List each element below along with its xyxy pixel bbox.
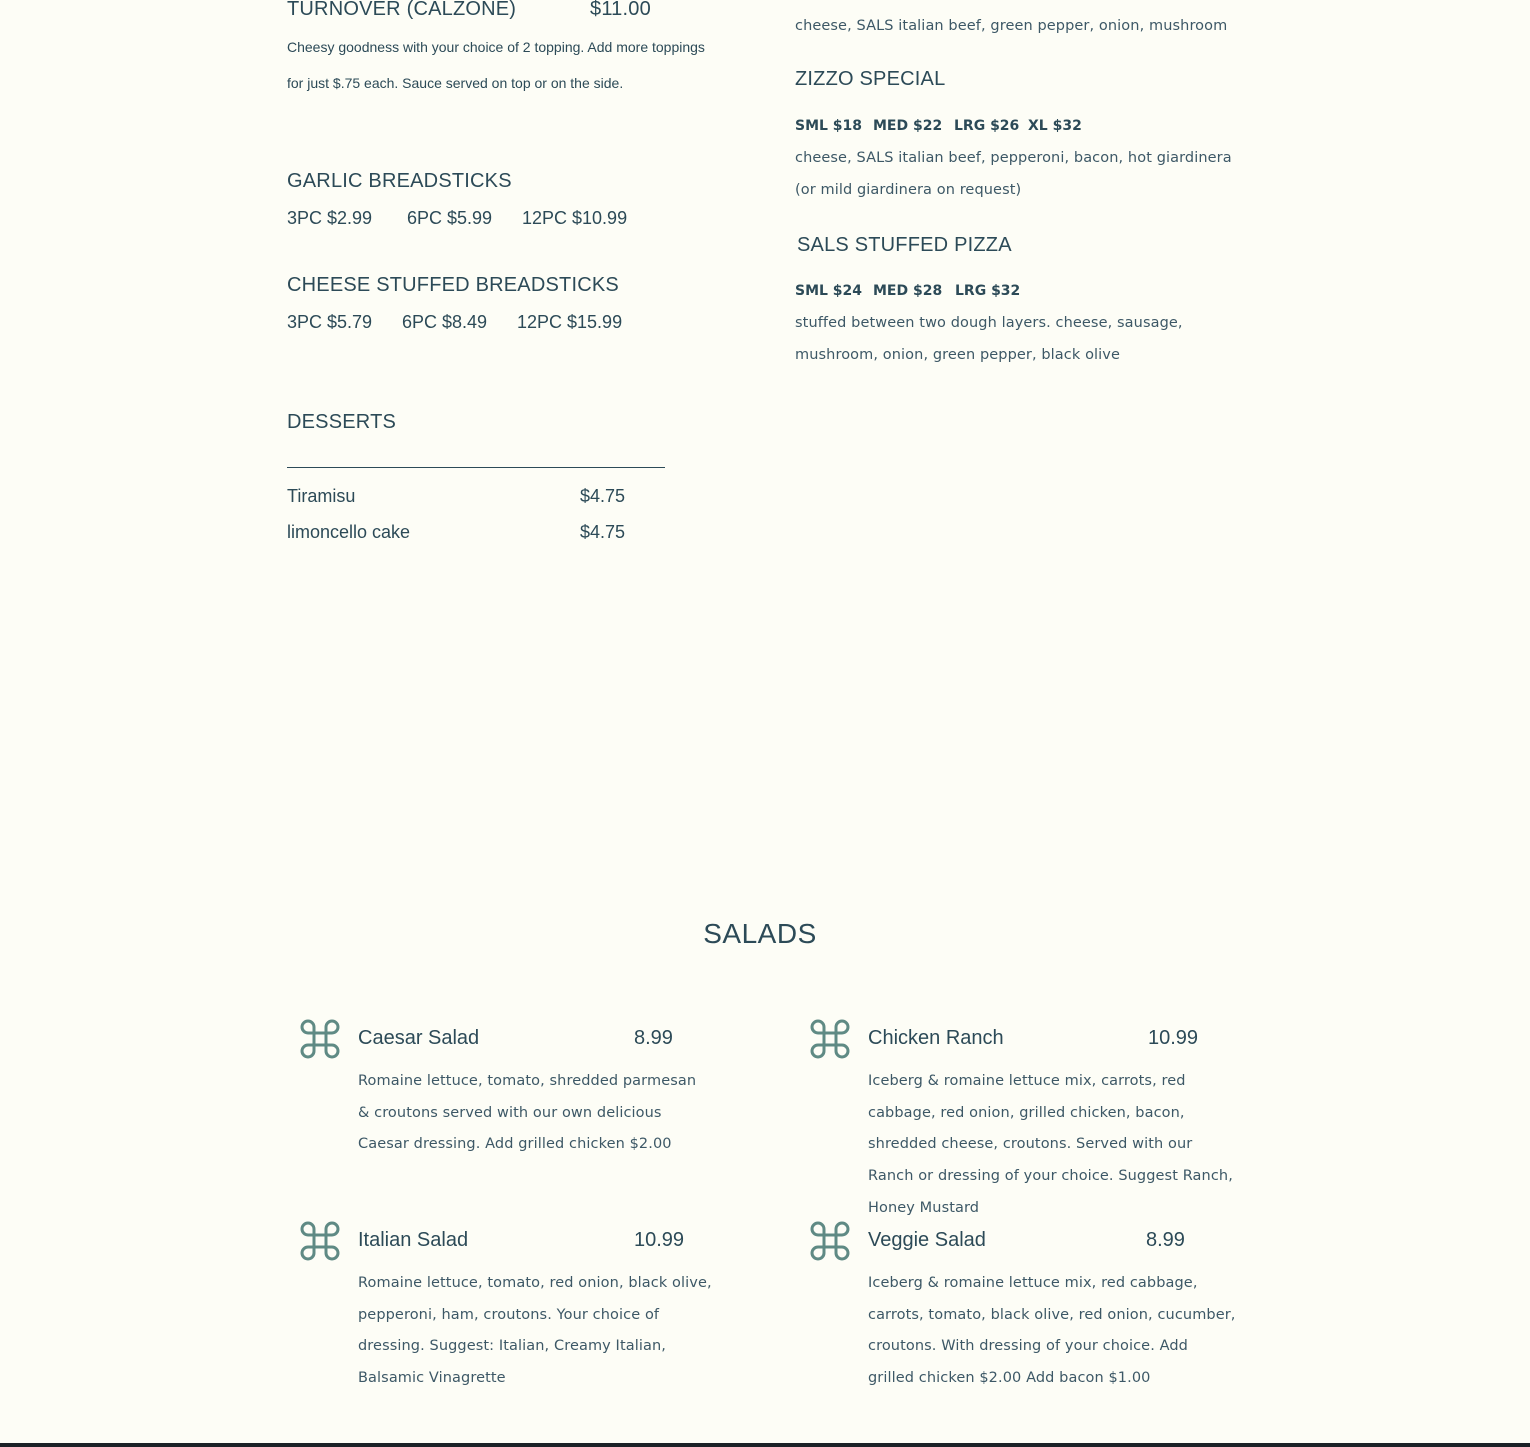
command-icon	[810, 1019, 850, 1059]
salad-price: 8.99	[634, 1027, 673, 1049]
garlic-price-12pc: 12PC $10.99	[522, 208, 628, 228]
calzone-description-line: for just $.75 each. Sauce served on top or on the side.	[287, 75, 624, 91]
stuffed-size-price: MED $28	[873, 283, 943, 299]
desserts-divider	[287, 467, 665, 468]
garlic-breadsticks-title: GARLIC BREADSTICKS	[287, 170, 512, 192]
garlic-price-6pc: 6PC $5.99	[407, 208, 493, 228]
cheese-stuffed-price-12pc: 12PC $15.99	[517, 312, 623, 332]
zizzo-description: cheese, SALS italian beef, pepperoni, bacon, hot giardinera (or mild giardinera on request)	[795, 150, 1232, 198]
cheese-stuffed-title: CHEESE STUFFED BREADSTICKS	[287, 274, 619, 296]
stuffed-size-price: SML $24	[795, 283, 863, 299]
calzone-description	[287, 29, 727, 101]
desserts-title: DESSERTS	[287, 411, 397, 433]
garlic-price-3pc: 3PC $2.99	[287, 208, 373, 228]
cheese-stuffed-price-6pc: 6PC $8.49	[402, 312, 488, 332]
zizzo-special-title: ZIZZO SPECIAL	[795, 68, 946, 90]
zizzo-size-price: LRG $26	[954, 118, 1020, 134]
zizzo-size-price: XL $32	[1028, 118, 1082, 134]
salad-price: 10.99	[634, 1229, 685, 1251]
salad-description: Iceberg & romaine lettuce mix, red cabbage, carrots, tomato, black olive, red onion, cucumber, croutons. With dressing of your choice. Add grilled chicken $2.00 Add bacon $1.00	[868, 1275, 1236, 1387]
salads-section-title: SALADS	[703, 918, 817, 949]
stuffed-description-line: mushroom, onion, green pepper, black olive	[795, 346, 1121, 363]
dessert-name: limoncello cake	[287, 522, 411, 542]
salad-description: Romaine lettuce, tomato, shredded parmesan & croutons served with our own delicious Caesar dressing. Add grilled chicken $2.00	[358, 1073, 697, 1153]
command-icon	[300, 1019, 340, 1059]
calzone-price: $11.00	[590, 0, 651, 20]
zizzo-size-price: MED $22	[873, 118, 943, 134]
calzone-description-line: Cheesy goodness with your choice of 2 topping. Add more toppings	[287, 39, 705, 55]
stuffed-size-price: LRG $32	[955, 283, 1021, 299]
pizza-description: cheese, SALS italian beef, green pepper, onion, mushroom	[795, 18, 1228, 34]
zizzo-size-price: SML $18	[795, 118, 863, 134]
cheese-stuffed-price-3pc: 3PC $5.79	[287, 312, 373, 332]
stuffed-pizza-title: SALS STUFFED PIZZA	[797, 234, 1012, 256]
salad-price: 8.99	[1146, 1229, 1185, 1251]
salad-name: Veggie Salad	[868, 1229, 986, 1251]
dessert-name: Tiramisu	[287, 486, 356, 506]
salad-name: Caesar Salad	[358, 1027, 480, 1049]
salad-description: Iceberg & romaine lettuce mix, carrots, red cabbage, red onion, grilled chicken, bacon, shredded cheese, croutons. Served with our Ranch or dressing of your choice. Suggest Ranch, Honey Mustard	[868, 1073, 1233, 1216]
salad-description: Romaine lettuce, tomato, red onion, black olive, pepperoni, ham, croutons. Your choice of dressing. Suggest: Italian, Creamy Italian, Balsamic Vinagrette	[358, 1275, 712, 1387]
salad-name: Chicken Ranch	[868, 1027, 1004, 1049]
command-icon	[810, 1221, 850, 1261]
dessert-price: $4.75	[580, 486, 626, 506]
stuffed-description-line: stuffed between two dough layers. cheese, sausage,	[795, 315, 1183, 331]
calzone-title: TURNOVER (CALZONE)	[287, 0, 517, 20]
command-icon	[300, 1221, 340, 1261]
salad-price: 10.99	[1148, 1027, 1199, 1049]
stuffed-description	[795, 308, 1235, 371]
salad-name: Italian Salad	[358, 1229, 469, 1251]
footer-bar	[0, 1443, 1530, 1447]
dessert-price: $4.75	[580, 522, 626, 542]
